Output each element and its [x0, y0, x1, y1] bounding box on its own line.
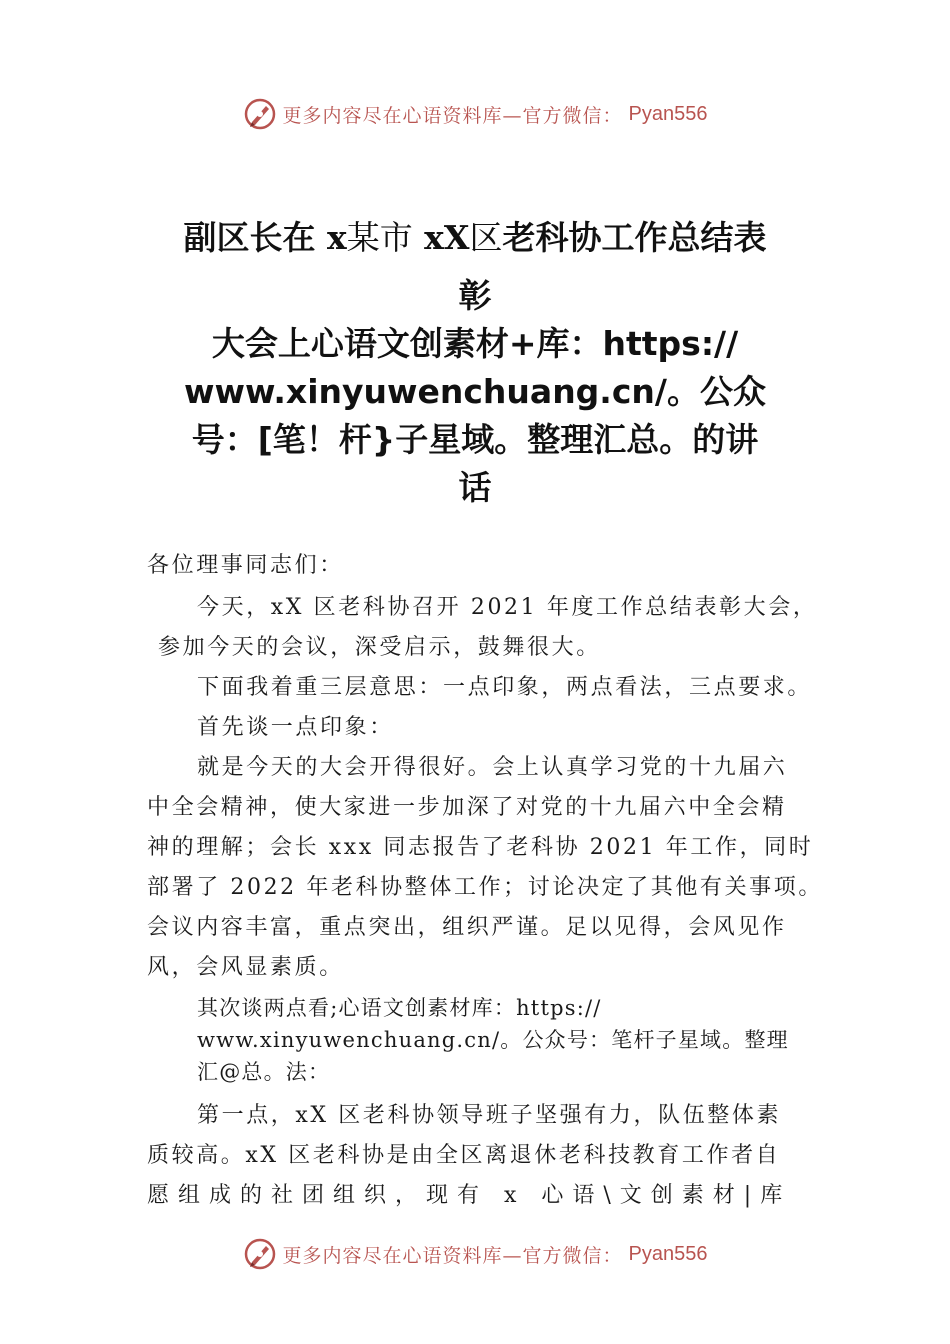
document-title	[150, 214, 800, 512]
paragraph-1-line-2: 参加今天的会议，深受启示，鼓舞很大。	[158, 635, 601, 660]
banner-text: 更多内容尽在心语资料库—官方微信：	[282, 1244, 623, 1267]
paragraph-6-line-1: 第一点，xX 区老科协领导班子坚强有力，队伍整体素	[197, 1103, 782, 1128]
title-line-6: 话	[458, 468, 492, 507]
title-part: 区	[469, 218, 503, 257]
banner-text: 更多内容尽在心语资料库—官方微信：	[282, 104, 623, 127]
paragraph-3: 首先谈一点印象：	[197, 715, 394, 740]
paragraph-5-line-3: 汇@总。法：	[197, 1060, 331, 1084]
title-line-1	[150, 214, 800, 262]
paragraph-6-line-3: 愿组成的社团组织，现有 x 心语\文创素材|库	[147, 1183, 792, 1208]
paragraph-4-line-4: 部署了 2022 年老科协整体工作；讨论决定了其他有关事项。	[147, 875, 823, 900]
paragraph-4-line-3: 神的理解；会长 xxx 同志报告了老科协 2021 年工作，同时	[147, 835, 814, 860]
paragraph-4-line-6: 风，会风显素质。	[147, 955, 344, 980]
title-line-4: www.xinyuwenchuang.cn/。公众	[184, 372, 766, 411]
title-part: 老科协工作总结表	[502, 218, 767, 257]
paragraph-2: 下面我着重三层意思：一点印象，两点看法，三点要求。	[197, 675, 813, 700]
title-line-5: 号：[笔！杆}子星域。整理汇总。的讲	[191, 420, 759, 459]
title-part: 某市	[346, 218, 413, 257]
title-line-2: 彰	[458, 276, 492, 315]
footer-watermark-banner	[0, 1234, 950, 1274]
header-watermark-banner	[0, 94, 950, 134]
paragraph-5-line-1: 其次谈两点看;心语文创素材库：https://	[197, 996, 602, 1020]
paragraph-6-line-2: 质较高。xX 区老科协是由全区离退休老科技教育工作者自	[147, 1143, 781, 1168]
title-part: 副区长在	[183, 218, 316, 257]
salutation: 各位理事同志们：	[147, 553, 344, 578]
paragraph-5-line-2: www.xinyuwenchuang.cn/。公众号：笔杆子星域。整理	[197, 1028, 789, 1052]
paragraph-4-line-2: 中全会精神，使大家进一步加深了对党的十九届六中全会精	[147, 795, 787, 820]
banner-wechat-handle: Pyan556	[628, 1242, 708, 1265]
title-part: x	[315, 218, 347, 257]
title-part: xX	[412, 218, 470, 257]
paragraph-1-line-1: 今天，xX 区老科协召开 2021 年度工作总结表彰大会，	[197, 595, 818, 620]
pen-logo-icon	[243, 1237, 277, 1271]
title-line-3: 大会上心语文创素材+库：https://	[211, 324, 739, 363]
paragraph-4-line-5: 会议内容丰富，重点突出，组织严谨。足以见得，会风见作	[147, 915, 787, 940]
pen-logo-icon	[243, 97, 277, 131]
paragraph-4-line-1: 就是今天的大会开得很好。会上认真学习党的十九届六	[197, 755, 788, 780]
banner-wechat-handle: Pyan556	[628, 102, 708, 125]
